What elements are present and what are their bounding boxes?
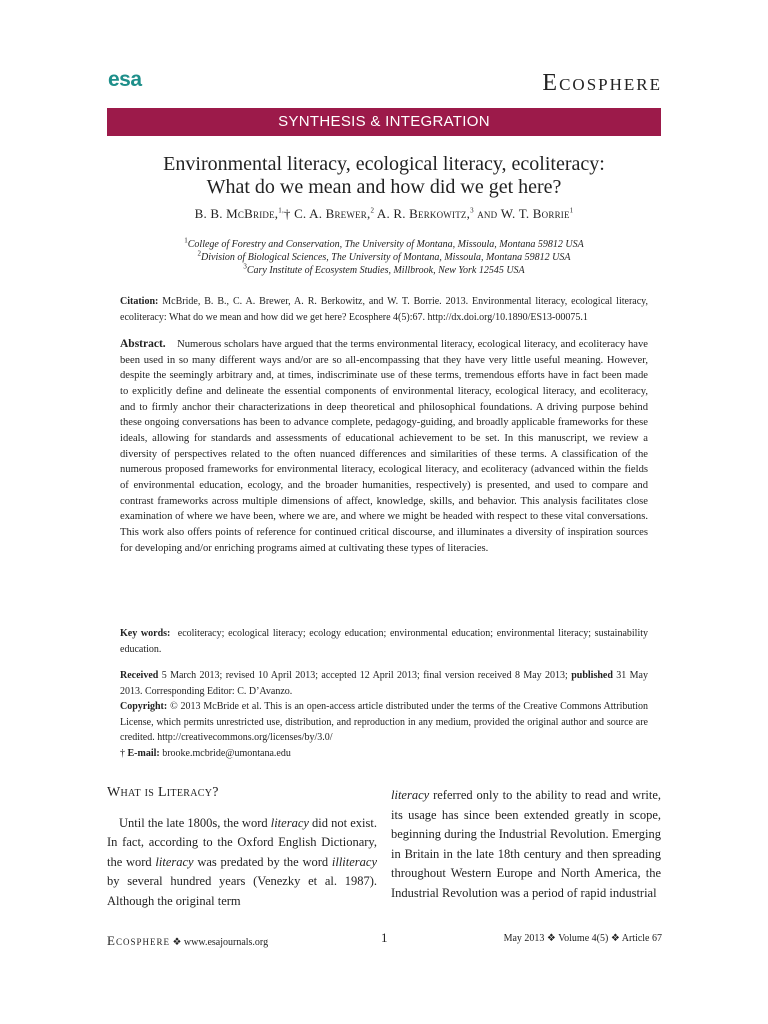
citation bbox=[120, 294, 648, 325]
author-affiliation-number: 1 bbox=[569, 206, 574, 215]
abstract-text: Numerous scholars have argued that the terms environmental literacy, ecological literacy, and ecoliteracy have been used in so many different ways and/or are so all-encompassing that they have very little useful meaning. However, despite the seemingly arbitrary and, at times, indiscriminate use of these terms, tremendous efforts have in fact been made to explicitly define and delineate the essential components of environmental literacy, ecological literacy, and ecoliteracy, and to firmly anchor their characterizations in deep theoretical and philosophical foundations. A driving purpose behind these ongoing conversations has been to advance complete, pedagogy-guiding, and broadly applicable frameworks for these ideals, allowing for standards and assessments of educational achievement to be set. In this manuscript, we review a diversity of perspectives related to the often nuanced differences and similarities of these terms. A classification of the numerous proposed frameworks for environmental literacy, ecological literacy, and ecoliteracy (advanced within the fields of environmental education, ecology, and the broader humanities, respectively) is presented, and used to compare and contrast frameworks across multiple dimensions of affect, knowledge, skills, and behavior. This analysis facilitates close examination of where we have been, where we are, and where we might be headed with respect to these vital conversations. This work also offers points of reference for continued critical discourse, and illuminates a diversity of inspiration sources for developing and/or enriching programs aimed at cultivating these types of literacies. bbox=[120, 339, 649, 554]
article-title bbox=[107, 153, 661, 199]
author-separator: and bbox=[473, 206, 501, 221]
email-label: E-mail: bbox=[127, 747, 160, 759]
issue-date: May 2013 bbox=[503, 933, 545, 944]
affiliation-text: College of Forestry and Conservation, The University of Montana, Missoula, Montana 59812 USA bbox=[187, 239, 584, 250]
affiliation-text: Division of Biological Sciences, The University of Montana, Missoula, Montana 59812 USA bbox=[201, 252, 571, 263]
affiliation bbox=[107, 264, 661, 277]
author-initials: C. A. bbox=[294, 206, 326, 221]
italic-term: literacy bbox=[391, 788, 430, 802]
diamond-icon: ❖ bbox=[546, 933, 556, 944]
copyright-line bbox=[120, 699, 648, 746]
body-column-left bbox=[107, 783, 377, 911]
author bbox=[195, 206, 291, 221]
copyright-text: © 2013 McBride et al. This is an open-access article distributed under the terms of the Creative Commons Attribution License, which permits unrestricted use, distribution, and reproduction in any medium, provided the original author and source are credited. http://creativecommons.org/licenses/by/3.0/ bbox=[120, 701, 648, 743]
email-line bbox=[120, 746, 648, 762]
article-number: Article 67 bbox=[621, 933, 662, 944]
abstract-label: Abstract. bbox=[120, 338, 166, 350]
affiliation bbox=[107, 251, 661, 264]
italic-term: literacy bbox=[155, 854, 194, 869]
copyright-label: Copyright: bbox=[120, 701, 168, 712]
text-run: Until the late 1800s, the word bbox=[119, 815, 271, 830]
keywords-text: ecoliteracy; ecological literacy; ecology education; environmental education; environmental literacy; sustainability education. bbox=[120, 628, 649, 655]
diamond-icon: ❖ bbox=[610, 933, 620, 944]
affiliation-text: Cary Institute of Ecosystem Studies, Millbrook, New York 12545 USA bbox=[246, 265, 525, 276]
italic-term: illiteracy bbox=[331, 854, 377, 869]
diamond-icon: ❖ bbox=[172, 937, 182, 948]
author-affiliation-number: 3 bbox=[470, 206, 474, 215]
published-label: published bbox=[571, 670, 613, 681]
author-list bbox=[107, 206, 661, 222]
abstract bbox=[120, 337, 648, 556]
keywords-label: Key words: bbox=[120, 628, 171, 639]
author-affiliation-number: 1, bbox=[278, 206, 284, 215]
author bbox=[501, 206, 574, 221]
author-surname: Brewer, bbox=[325, 206, 371, 221]
text-run: referred only to the ability to read and write, its usage has since been extended greatly in scope, beginning during the Industrial Revolution. Emerging in Britain in the late 18th century and then spreading throughout Western Europe and North America, the Industrial Revolution was a period of rapid industrial bbox=[391, 788, 661, 900]
footer-right bbox=[504, 933, 662, 944]
footer-website[interactable]: www.esajournals.org bbox=[183, 937, 269, 948]
keywords bbox=[120, 626, 648, 657]
author-surname: Borrie bbox=[532, 206, 570, 221]
author-surname: McBride, bbox=[226, 206, 279, 221]
section-banner: SYNTHESIS & INTEGRATION bbox=[107, 108, 661, 136]
footer-journal: Ecosphere bbox=[107, 933, 170, 948]
body-paragraph-left bbox=[107, 814, 377, 912]
section-heading: What is Literacy? bbox=[107, 785, 219, 800]
received-label: Received bbox=[120, 670, 159, 681]
affiliation-number: 3 bbox=[243, 262, 247, 271]
affiliation-number: 1 bbox=[184, 236, 188, 245]
email-address[interactable]: brooke.mcbride@umontana.edu bbox=[162, 747, 291, 759]
footer-left bbox=[107, 933, 268, 949]
received-text: 5 March 2013; revised 10 April 2013; accepted 12 April 2013; final version received 8 May 2013; bbox=[161, 670, 568, 681]
author bbox=[294, 206, 374, 221]
published-text: 31 May 2013. Corresponding Editor: C. D’Avanzo. bbox=[120, 670, 648, 697]
journal-title: Ecosphere bbox=[542, 70, 662, 96]
article-metadata bbox=[120, 668, 648, 761]
author-initials: W. T. bbox=[500, 206, 533, 221]
affiliation bbox=[107, 238, 661, 251]
italic-term: literacy bbox=[270, 815, 309, 830]
citation-label: Citation: bbox=[120, 296, 159, 307]
author-affiliation-number: 2 bbox=[370, 206, 375, 215]
dates-line bbox=[120, 668, 648, 699]
author-initials: B. B. bbox=[194, 206, 227, 221]
esa-logo: esa bbox=[108, 68, 142, 91]
author-initials: A. R. bbox=[376, 206, 410, 221]
body-paragraph-right bbox=[391, 786, 661, 903]
author bbox=[377, 206, 474, 221]
text-run: by several hundred years (Venezky et al. 1987). Although the original term bbox=[107, 874, 377, 908]
citation-text: McBride, B. B., C. A. Brewer, A. R. Berkowitz, and W. T. Borrie. 2013. Environmental literacy, ecological literacy, ecoliteracy: What do we mean and how did we get here? Ecosphere 4(5):67. http://dx.doi.org/10.1890/ES13-00075.1 bbox=[120, 296, 648, 323]
volume: Volume 4(5) bbox=[558, 933, 609, 944]
dagger-mark: † bbox=[120, 747, 125, 759]
page-number: 1 bbox=[381, 930, 388, 945]
corresponding-author-mark: † bbox=[283, 206, 291, 221]
text-run: was predated by the word bbox=[193, 854, 332, 869]
affiliations bbox=[107, 238, 661, 277]
affiliation-number: 2 bbox=[197, 249, 202, 258]
text-run: did not exist. In fact, according to the Oxford English Dictionary, the word bbox=[107, 815, 377, 869]
body-column-right bbox=[391, 786, 661, 903]
title-line-2: What do we mean and how did we get here? bbox=[206, 176, 562, 198]
title-line-1: Environmental literacy, ecological literacy, ecoliteracy: bbox=[163, 153, 605, 175]
author-surname: Berkowitz, bbox=[409, 206, 471, 221]
